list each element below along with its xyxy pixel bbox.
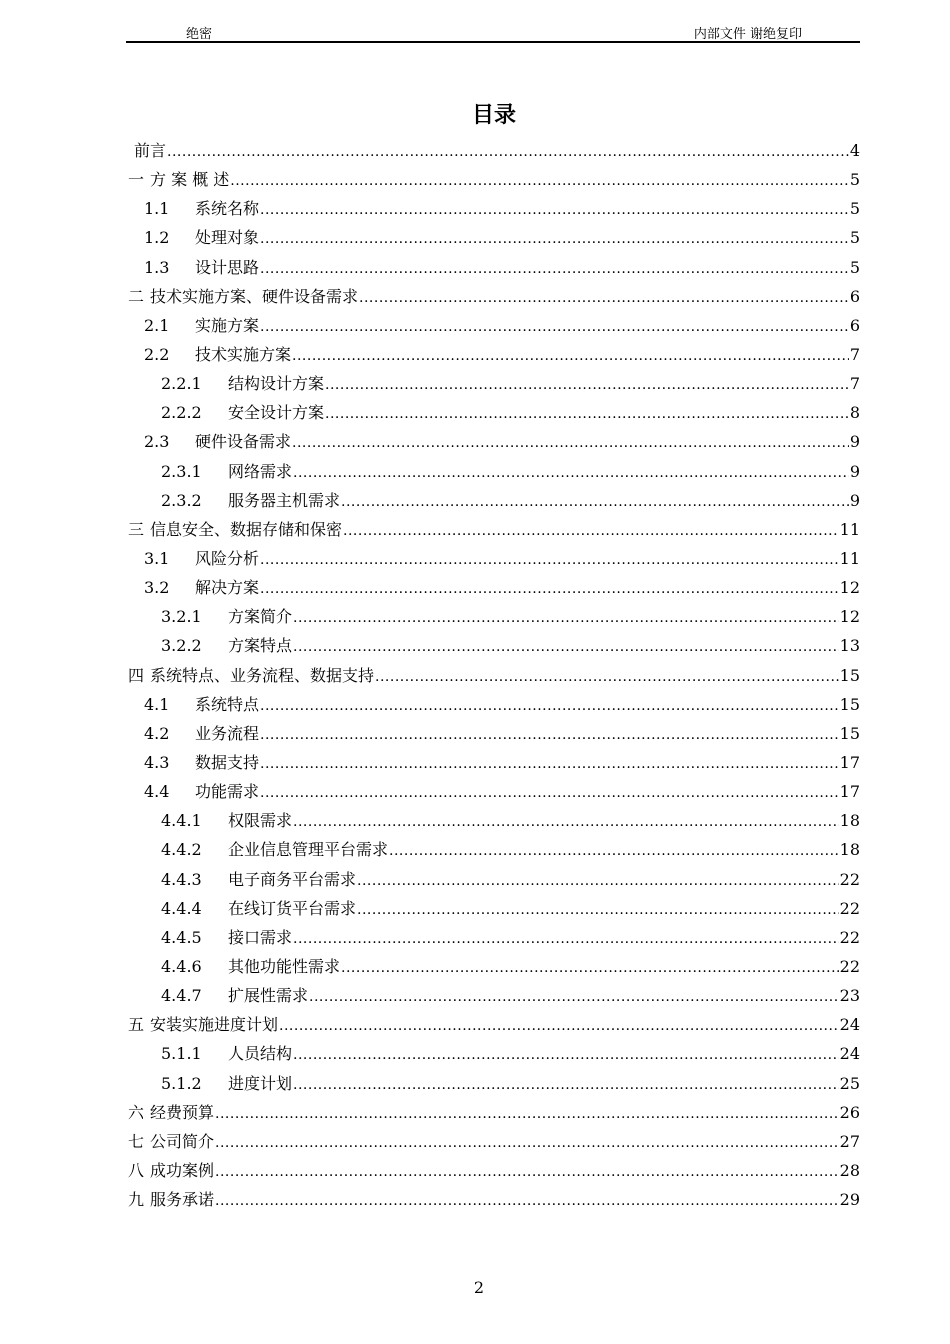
toc-entry-number: 2.3 [144,432,170,452]
toc-entry[interactable] [128,1069,860,1098]
toc-entry-title: 在线订货平台需求 [228,898,357,918]
toc-entry-number: 五 [128,1015,145,1035]
toc-dot-leader [293,633,839,662]
toc-entry-title: 系统特点 [195,694,260,714]
toc-dot-leader [215,1158,839,1187]
toc-entry-title: 服务承诺 [150,1190,215,1210]
toc-entry-page: 29 [839,1190,860,1210]
toc-entry-page: 22 [839,956,860,976]
toc-entry-page: 15 [839,694,860,714]
toc-entry[interactable] [128,777,860,806]
toc-entry-number: 2.3.1 [161,461,202,481]
toc-entry-number: 3.2 [144,578,170,598]
toc-entry-number: 4.4 [144,782,170,802]
toc-entry-number: 2.2 [144,344,170,364]
toc-entry-number: 4.4.1 [161,811,202,831]
toc-entry-number: 八 [128,1160,145,1180]
toc-entry-page: 11 [839,548,860,568]
toc-entry-title: 处理对象 [195,228,260,248]
toc-dot-leader [260,313,849,342]
toc-dot-leader [325,400,849,429]
toc-entry-number: 2.2.2 [161,403,202,423]
table-of-contents [128,136,860,1214]
toc-entry-title: 企业信息管理平台需求 [228,840,389,860]
toc-entry-page: 8 [849,403,860,423]
toc-entry-number: 4.4.3 [161,869,202,889]
toc-entry[interactable] [128,748,860,777]
toc-entry-title: 前言 [134,141,167,160]
toc-entry-title: 网络需求 [228,461,293,481]
toc-entry[interactable] [128,602,860,631]
toc-entry-page: 9 [849,432,860,452]
toc-entry-title: 公司简介 [150,1131,215,1151]
toc-entry-title: 解决方案 [195,578,260,598]
toc-entry-page: 15 [839,723,860,743]
toc-entry[interactable] [128,719,860,748]
toc-entry-page: 5 [849,199,860,219]
toc-entry[interactable] [128,865,860,894]
toc-entry-title: 方 案 概 述 [150,170,230,190]
toc-entry-number: 2.1 [144,315,170,335]
toc-dot-leader [167,138,849,167]
toc-entry-page: 24 [839,1044,860,1064]
toc-entry-number: 一 [128,170,145,190]
toc-dot-leader [341,954,839,983]
toc-dot-leader [357,867,839,896]
page-number: 2 [473,1278,485,1297]
toc-entry[interactable] [128,894,860,923]
toc-dot-leader [359,284,849,313]
toc-entry-page: 17 [839,782,860,802]
toc-dot-leader [293,604,839,633]
toc-entry-title: 方案简介 [228,607,293,627]
toc-entry-title: 人员结构 [228,1044,293,1064]
toc-entry-title: 安全设计方案 [228,403,325,423]
toc-entry-number: 六 [128,1102,145,1122]
toc-entry-number: 4.1 [144,694,170,714]
toc-entry-page: 6 [849,315,860,335]
toc-entry[interactable] [128,923,860,952]
toc-entry-number: 九 [128,1190,145,1210]
toc-entry-number: 四 [128,665,145,685]
toc-dot-leader [260,692,839,721]
toc-entry-title: 权限需求 [228,811,293,831]
toc-entry-page: 4 [849,141,860,160]
toc-entry[interactable] [128,165,860,194]
toc-entry-title: 数据支持 [195,752,260,772]
toc-dot-leader [325,371,849,400]
toc-entry-number: 2.2.1 [161,374,202,394]
toc-dot-leader [260,721,839,750]
toc-entry-number: 1.2 [144,228,170,248]
toc-entry-number: 4.4.5 [161,927,202,947]
toc-entry-number: 3.2.1 [161,607,202,627]
toc-entry-number: 4.4.6 [161,956,202,976]
toc-entry[interactable] [128,398,860,427]
toc-entry[interactable] [128,631,860,660]
toc-entry-page: 5 [849,170,860,190]
toc-entry-page: 24 [839,1015,860,1035]
toc-entry[interactable] [128,282,860,311]
toc-entry-title: 服务器主机需求 [228,490,341,510]
toc-entry-page: 28 [839,1160,860,1180]
toc-entry[interactable] [128,981,860,1010]
toc-entry[interactable] [128,690,860,719]
toc-dot-leader [293,1071,839,1100]
toc-entry[interactable] [128,136,860,165]
toc-dot-leader [215,1100,839,1129]
toc-entry-title: 接口需求 [228,927,293,947]
toc-dot-leader [357,896,839,925]
toc-entry-number: 3.2.2 [161,636,202,656]
toc-entry-page: 9 [849,461,860,481]
toc-entry-title: 成功案例 [150,1160,215,1180]
toc-dot-leader [343,517,839,546]
toc-entry-page: 7 [849,344,860,364]
toc-entry-number: 4.4.2 [161,840,202,860]
toc-entry-title: 安装实施进度计划 [150,1015,279,1035]
toc-entry[interactable] [128,311,860,340]
toc-entry[interactable] [128,1098,860,1127]
toc-dot-leader [215,1129,839,1158]
toc-dot-leader [292,342,849,371]
toc-dot-leader [260,546,839,575]
toc-entry-page: 7 [849,374,860,394]
toc-entry-page: 9 [849,490,860,510]
toc-entry-number: 1.1 [144,199,170,219]
toc-entry-number: 4.2 [144,723,170,743]
toc-entry-title: 方案特点 [228,636,293,656]
toc-entry-title: 设计思路 [195,257,260,277]
toc-entry-title: 进度计划 [228,1073,293,1093]
toc-dot-leader [260,750,839,779]
toc-entry-title: 业务流程 [195,723,260,743]
toc-entry-number: 5.1.2 [161,1073,202,1093]
toc-dot-leader [260,575,839,604]
toc-entry[interactable] [128,457,860,486]
toc-entry-number: 4.3 [144,752,170,772]
toc-entry-number: 七 [128,1131,145,1151]
toc-entry[interactable] [128,952,860,981]
toc-entry[interactable] [128,427,860,456]
toc-entry-page: 11 [839,519,860,539]
toc-entry[interactable] [128,835,860,864]
toc-entry-page: 18 [839,840,860,860]
toc-entry-number: 二 [128,286,145,306]
toc-entry-page: 17 [839,752,860,772]
toc-dot-leader [293,808,839,837]
toc-entry[interactable] [128,486,860,515]
toc-entry-title: 信息安全、数据存储和保密 [150,519,343,539]
toc-entry-title: 其他功能性需求 [228,956,341,976]
toc-entry-title: 风险分析 [195,548,260,568]
toc-dot-leader [230,167,849,196]
toc-entry-page: 15 [839,665,860,685]
toc-dot-leader [293,925,839,954]
toc-entry-title: 功能需求 [195,782,260,802]
toc-entry[interactable] [128,369,860,398]
toc-entry-page: 22 [839,898,860,918]
toc-entry-page: 5 [849,257,860,277]
toc-entry-title: 技术实施方案、硬件设备需求 [150,286,359,306]
toc-entry-page: 22 [839,869,860,889]
toc-entry[interactable] [128,1156,860,1185]
toc-entry-page: 5 [849,228,860,248]
toc-entry-page: 6 [849,286,860,306]
toc-entry[interactable] [128,223,860,252]
toc-entry-page: 13 [839,636,860,656]
toc-entry[interactable] [128,573,860,602]
toc-entry-title: 硬件设备需求 [195,432,292,452]
header-classification: 绝密 [186,27,213,42]
toc-entry[interactable] [128,661,860,690]
toc-dot-leader [215,1187,839,1216]
toc-entry-title: 扩展性需求 [228,986,309,1006]
toc-entry-number: 4.4.4 [161,898,202,918]
toc-dot-leader [260,225,849,254]
toc-dot-leader [260,779,839,808]
toc-dot-leader [389,837,839,866]
toc-dot-leader [375,663,839,692]
toc-entry-number: 3.1 [144,548,170,568]
toc-entry-title: 结构设计方案 [228,374,325,394]
toc-entry-page: 26 [839,1102,860,1122]
toc-entry[interactable] [128,1039,860,1068]
page-header [126,22,860,43]
toc-entry-number: 1.3 [144,257,170,277]
toc-entry-page: 18 [839,811,860,831]
toc-entry-title: 系统名称 [195,199,260,219]
toc-dot-leader [260,196,849,225]
toc-entry[interactable] [128,194,860,223]
toc-entry-number: 4.4.7 [161,986,202,1006]
toc-entry[interactable] [128,340,860,369]
toc-entry[interactable] [128,1010,860,1039]
toc-entry-title: 经费预算 [150,1102,215,1122]
toc-dot-leader [292,429,849,458]
toc-entry[interactable] [128,806,860,835]
toc-dot-leader [309,983,839,1012]
toc-entry-number: 5.1.1 [161,1044,202,1064]
toc-title: 目录 [471,103,516,128]
toc-dot-leader [341,488,849,517]
toc-entry-number: 三 [128,519,145,539]
toc-entry-title: 实施方案 [195,315,260,335]
toc-entry[interactable] [128,1127,860,1156]
toc-dot-leader [279,1012,839,1041]
toc-entry-page: 23 [839,986,860,1006]
toc-entry-page: 25 [839,1073,860,1093]
toc-entry-title: 电子商务平台需求 [228,869,357,889]
toc-entry-page: 12 [839,578,860,598]
toc-entry-title: 系统特点、业务流程、数据支持 [150,665,375,685]
toc-entry[interactable] [128,1185,860,1214]
toc-dot-leader [293,1041,839,1070]
toc-entry[interactable] [128,515,860,544]
toc-entry[interactable] [128,544,860,573]
header-notice: 内部文件 谢绝复印 [693,27,802,42]
toc-dot-leader [260,255,849,284]
toc-entry-page: 27 [839,1131,860,1151]
toc-entry-title: 技术实施方案 [195,344,292,364]
toc-entry[interactable] [128,253,860,282]
toc-dot-leader [293,459,849,488]
toc-entry-page: 22 [839,927,860,947]
toc-entry-page: 12 [839,607,860,627]
toc-entry-number: 2.3.2 [161,490,202,510]
